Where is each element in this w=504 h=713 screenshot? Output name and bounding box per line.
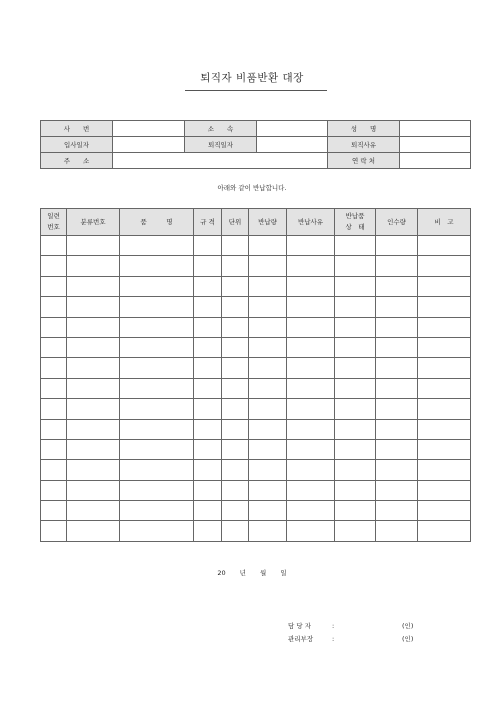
table-cell[interactable]	[376, 317, 418, 337]
table-cell[interactable]	[222, 297, 249, 317]
table-cell[interactable]	[418, 399, 471, 419]
table-cell[interactable]	[41, 399, 67, 419]
label-name: 성 명	[328, 121, 400, 137]
table-row	[41, 399, 471, 419]
table-cell[interactable]	[287, 337, 335, 357]
table-cell[interactable]	[249, 439, 287, 459]
table-cell[interactable]	[418, 297, 471, 317]
seal-mark: (인)	[402, 622, 414, 630]
table-cell[interactable]	[376, 501, 418, 521]
table-cell[interactable]	[287, 378, 335, 398]
label-retirement-date: 퇴직일자	[185, 137, 257, 153]
label-address: 주 소	[41, 153, 113, 169]
table-cell[interactable]	[335, 358, 376, 378]
table-cell[interactable]	[287, 419, 335, 439]
table-cell[interactable]	[120, 256, 194, 276]
column-header: 인수량	[376, 209, 418, 236]
signature-line-admin-head	[288, 634, 413, 643]
table-cell[interactable]	[194, 378, 222, 398]
table-cell[interactable]	[41, 501, 67, 521]
table-cell[interactable]	[120, 501, 194, 521]
table-cell[interactable]	[222, 399, 249, 419]
table-cell[interactable]	[249, 480, 287, 500]
table-cell[interactable]	[120, 399, 194, 419]
table-cell[interactable]	[222, 460, 249, 480]
column-header: 단위	[222, 209, 249, 236]
table-row	[41, 501, 471, 521]
table-cell[interactable]	[222, 337, 249, 357]
field-employee-number[interactable]	[113, 121, 185, 137]
table-row	[41, 460, 471, 480]
table-cell[interactable]	[418, 378, 471, 398]
table-cell[interactable]	[376, 276, 418, 296]
table-cell[interactable]	[249, 501, 287, 521]
table-cell[interactable]	[194, 480, 222, 500]
table-cell[interactable]	[287, 297, 335, 317]
table-cell[interactable]	[222, 439, 249, 459]
table-cell[interactable]	[194, 460, 222, 480]
table-cell[interactable]	[249, 399, 287, 419]
table-cell[interactable]	[120, 297, 194, 317]
table-cell[interactable]	[120, 439, 194, 459]
table-cell[interactable]	[67, 378, 120, 398]
label-contact: 연 락 처	[328, 153, 400, 169]
table-cell[interactable]	[418, 317, 471, 337]
table-cell[interactable]	[335, 297, 376, 317]
table-cell[interactable]	[67, 297, 120, 317]
table-cell[interactable]	[335, 337, 376, 357]
seal-mark: (인)	[402, 635, 414, 643]
table-cell[interactable]	[418, 419, 471, 439]
table-cell[interactable]	[376, 460, 418, 480]
table-cell[interactable]	[287, 236, 335, 256]
table-cell[interactable]	[41, 236, 67, 256]
return-notice: 아래와 같이 반납합니다.	[217, 184, 287, 192]
table-cell[interactable]	[222, 256, 249, 276]
table-cell[interactable]	[120, 419, 194, 439]
table-cell[interactable]	[67, 337, 120, 357]
table-cell[interactable]	[222, 501, 249, 521]
column-header: 규 격	[194, 209, 222, 236]
document-title: 퇴직자 비품반환 대장	[200, 72, 304, 84]
table-cell[interactable]	[120, 358, 194, 378]
label-hire-date: 입사일자	[41, 137, 113, 153]
table-cell[interactable]	[120, 276, 194, 296]
table-cell[interactable]	[41, 297, 67, 317]
table-cell[interactable]	[287, 521, 335, 541]
table-cell[interactable]	[249, 276, 287, 296]
table-cell[interactable]	[418, 439, 471, 459]
info-row	[41, 121, 471, 137]
table-cell[interactable]	[418, 460, 471, 480]
table-cell[interactable]	[376, 378, 418, 398]
table-cell[interactable]	[249, 521, 287, 541]
table-row	[41, 317, 471, 337]
table-cell[interactable]	[120, 337, 194, 357]
table-cell[interactable]	[67, 419, 120, 439]
table-row	[41, 521, 471, 541]
date-line: 20 년 월 일	[217, 569, 287, 577]
table-cell[interactable]	[249, 460, 287, 480]
employee-info-table	[40, 120, 471, 169]
table-cell[interactable]	[249, 358, 287, 378]
table-cell[interactable]	[335, 276, 376, 296]
table-cell[interactable]	[41, 419, 67, 439]
table-cell[interactable]	[194, 297, 222, 317]
table-row	[41, 480, 471, 500]
table-cell[interactable]	[418, 256, 471, 276]
field-contact[interactable]	[400, 153, 471, 169]
table-row	[41, 256, 471, 276]
table-cell[interactable]	[418, 480, 471, 500]
table-cell[interactable]	[222, 236, 249, 256]
field-retirement-date[interactable]	[257, 137, 328, 153]
table-cell[interactable]	[67, 317, 120, 337]
table-cell[interactable]	[249, 256, 287, 276]
table-row	[41, 276, 471, 296]
table-cell[interactable]	[376, 337, 418, 357]
table-cell[interactable]	[418, 358, 471, 378]
table-cell[interactable]	[222, 358, 249, 378]
table-row	[41, 297, 471, 317]
info-row	[41, 137, 471, 153]
table-cell[interactable]	[376, 480, 418, 500]
table-cell[interactable]	[335, 378, 376, 398]
table-cell[interactable]	[41, 439, 67, 459]
field-name[interactable]	[400, 121, 471, 137]
signature-line-manager	[288, 621, 413, 630]
table-cell[interactable]	[194, 276, 222, 296]
table-cell[interactable]	[335, 460, 376, 480]
table-cell[interactable]	[418, 521, 471, 541]
table-cell[interactable]	[194, 236, 222, 256]
table-cell[interactable]	[335, 480, 376, 500]
table-cell[interactable]	[194, 501, 222, 521]
signature-role: 관리부장	[288, 635, 314, 643]
table-cell[interactable]	[120, 480, 194, 500]
signature-role: 담 당 자	[288, 622, 311, 630]
table-cell[interactable]	[67, 480, 120, 500]
table-cell[interactable]	[120, 317, 194, 337]
table-cell[interactable]	[41, 521, 67, 541]
table-cell[interactable]	[418, 236, 471, 256]
table-cell[interactable]	[222, 419, 249, 439]
column-header: 반납사유	[287, 209, 335, 236]
table-cell[interactable]	[222, 317, 249, 337]
table-cell[interactable]	[335, 399, 376, 419]
table-cell[interactable]	[67, 358, 120, 378]
table-row	[41, 378, 471, 398]
table-cell[interactable]	[376, 297, 418, 317]
table-cell[interactable]	[335, 521, 376, 541]
field-address[interactable]	[113, 153, 328, 169]
table-cell[interactable]	[222, 480, 249, 500]
table-cell[interactable]	[194, 256, 222, 276]
table-cell[interactable]	[194, 337, 222, 357]
table-cell[interactable]	[376, 439, 418, 459]
table-cell[interactable]	[418, 337, 471, 357]
table-cell[interactable]	[41, 256, 67, 276]
table-cell[interactable]	[418, 501, 471, 521]
table-cell[interactable]	[41, 480, 67, 500]
table-cell[interactable]	[67, 276, 120, 296]
table-cell[interactable]	[287, 276, 335, 296]
table-cell[interactable]	[249, 378, 287, 398]
info-row	[41, 153, 471, 169]
table-cell[interactable]	[335, 501, 376, 521]
field-retirement-reason[interactable]	[400, 137, 471, 153]
title-underline	[185, 90, 327, 91]
label-retirement-reason: 퇴직사유	[328, 137, 400, 153]
table-row	[41, 236, 471, 256]
table-cell[interactable]	[194, 521, 222, 541]
table-cell[interactable]	[41, 317, 67, 337]
table-cell[interactable]	[287, 480, 335, 500]
table-cell[interactable]	[376, 256, 418, 276]
table-cell[interactable]	[287, 317, 335, 337]
table-cell[interactable]	[67, 236, 120, 256]
field-hire-date[interactable]	[113, 137, 185, 153]
table-cell[interactable]	[335, 317, 376, 337]
table-row	[41, 337, 471, 357]
table-cell[interactable]	[41, 276, 67, 296]
column-header: 분류번호	[67, 209, 120, 236]
items-body	[41, 236, 471, 542]
table-cell[interactable]	[67, 460, 120, 480]
table-cell[interactable]	[67, 521, 120, 541]
column-header: 반납품 상 태	[335, 209, 376, 236]
table-cell[interactable]	[335, 439, 376, 459]
label-department: 소 속	[185, 121, 257, 137]
column-header: 반납량	[249, 209, 287, 236]
table-cell[interactable]	[249, 317, 287, 337]
table-cell[interactable]	[194, 399, 222, 419]
table-cell[interactable]	[222, 378, 249, 398]
label-employee-number: 사 번	[41, 121, 113, 137]
table-cell[interactable]	[335, 236, 376, 256]
table-cell[interactable]	[120, 236, 194, 256]
table-cell[interactable]	[194, 439, 222, 459]
table-cell[interactable]	[194, 317, 222, 337]
table-cell[interactable]	[376, 358, 418, 378]
table-cell[interactable]	[222, 276, 249, 296]
table-cell[interactable]	[41, 460, 67, 480]
table-cell[interactable]	[376, 399, 418, 419]
table-cell[interactable]	[287, 501, 335, 521]
table-cell[interactable]	[287, 358, 335, 378]
table-row	[41, 358, 471, 378]
table-row	[41, 419, 471, 439]
table-cell[interactable]	[287, 256, 335, 276]
table-cell[interactable]	[376, 236, 418, 256]
table-cell[interactable]	[249, 236, 287, 256]
table-cell[interactable]	[41, 358, 67, 378]
column-header: 비 고	[418, 209, 471, 236]
table-cell[interactable]	[194, 419, 222, 439]
table-cell[interactable]	[67, 501, 120, 521]
table-cell[interactable]	[120, 521, 194, 541]
table-cell[interactable]	[222, 521, 249, 541]
signature-colon: :	[332, 635, 335, 643]
column-header: 품 명	[120, 209, 194, 236]
column-header: 일련 번호	[41, 209, 67, 236]
table-cell[interactable]	[120, 460, 194, 480]
table-cell[interactable]	[41, 378, 67, 398]
table-cell[interactable]	[41, 337, 67, 357]
table-cell[interactable]	[335, 419, 376, 439]
table-cell[interactable]	[287, 439, 335, 459]
table-cell[interactable]	[67, 256, 120, 276]
table-cell[interactable]	[376, 419, 418, 439]
table-cell[interactable]	[376, 521, 418, 541]
table-cell[interactable]	[67, 439, 120, 459]
table-cell[interactable]	[418, 276, 471, 296]
table-cell[interactable]	[67, 399, 120, 419]
field-department[interactable]	[257, 121, 328, 137]
table-cell[interactable]	[249, 419, 287, 439]
table-cell[interactable]	[287, 460, 335, 480]
table-cell[interactable]	[194, 358, 222, 378]
table-row	[41, 439, 471, 459]
returned-items-table	[40, 208, 471, 542]
table-cell[interactable]	[249, 337, 287, 357]
items-header-row	[41, 209, 471, 236]
table-cell[interactable]	[120, 378, 194, 398]
signature-colon: :	[332, 622, 335, 630]
table-cell[interactable]	[249, 297, 287, 317]
table-cell[interactable]	[287, 399, 335, 419]
table-cell[interactable]	[335, 256, 376, 276]
